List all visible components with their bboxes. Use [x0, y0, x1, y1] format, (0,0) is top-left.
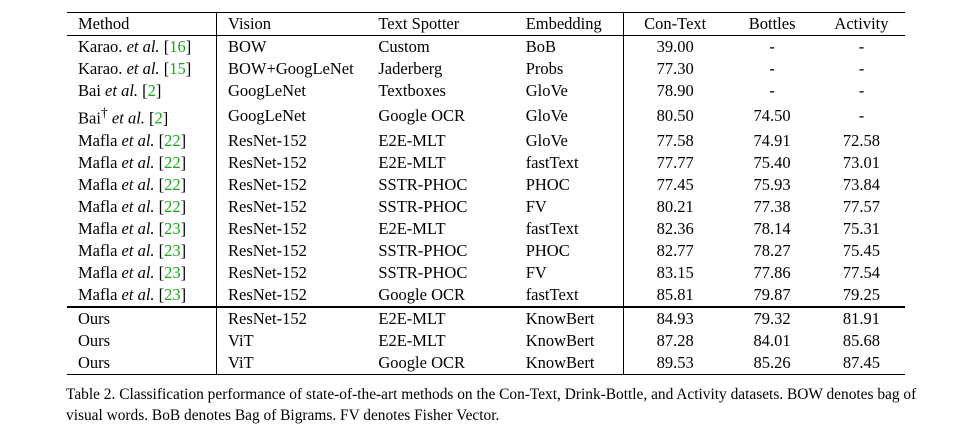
method-cell: Karao. et al. [16] [78, 37, 192, 56]
bottles-score: 75.40 [753, 152, 791, 172]
et-al: et al. [126, 37, 160, 56]
bottles-score: 77.38 [753, 196, 791, 216]
method-cell: Mafla et al. [23] [78, 240, 187, 260]
table-row [67, 284, 905, 307]
con-text-score: 78.90 [624, 80, 727, 102]
vision-cell: ResNet-152 [217, 307, 368, 330]
embedding-cell: fastText [525, 152, 579, 172]
citation-link: 23 [164, 218, 181, 238]
table-row [67, 80, 905, 102]
text-spotter-cell: SSTR-PHOC [378, 262, 468, 282]
activity-score: 79.25 [842, 284, 881, 304]
method-cell: Mafla et al. [23] [78, 284, 187, 304]
embedding-cell: FV [525, 262, 547, 282]
et-al: et al. [121, 262, 155, 282]
activity-score: 73.84 [842, 174, 881, 194]
vision-cell: ResNet-152 [217, 174, 368, 196]
table-row [67, 262, 905, 284]
table-caption: Table 2. Classification performance of state-of-the-art methods on the Con-Text, Drink-Bottle, and Activity datasets. BOW denotes bag of visual words. BoB denotes Bag of Bigrams. FV denotes Fisher Vector. [66, 386, 917, 424]
method-cell: Mafla et al. [23] [78, 262, 187, 282]
et-al: et al. [121, 174, 155, 194]
table-row [67, 36, 905, 59]
con-text-score: 82.77 [624, 240, 727, 262]
results-table [67, 12, 905, 375]
bottles-score: 74.50 [753, 105, 791, 125]
con-text-score: 87.28 [624, 330, 727, 352]
con-text-score: 89.53 [624, 352, 727, 375]
embedding-cell: KnowBert [525, 330, 595, 350]
text-spotter-cell: Google OCR [378, 352, 465, 372]
con-text-score: 84.93 [624, 307, 727, 330]
embedding-cell: KnowBert [525, 308, 595, 328]
et-al: et al. [126, 59, 160, 78]
activity-score: - [858, 59, 865, 78]
method-author: Karao. [78, 37, 123, 56]
embedding-cell: PHOC [525, 240, 570, 260]
method-author: Mafla [78, 262, 118, 282]
activity-score: 77.54 [842, 262, 881, 282]
method-cell: Bai† et al. [2] [78, 105, 169, 128]
vision-cell: GoogLeNet [217, 80, 368, 102]
citation-link: 23 [164, 240, 181, 260]
method-author: Mafla [78, 284, 118, 304]
et-al: et al. [121, 130, 155, 150]
activity-score: 77.57 [842, 196, 881, 216]
table-row [67, 196, 905, 218]
bottles-score: 85.26 [753, 352, 791, 372]
bottles-score: - [769, 59, 775, 78]
vision-cell: ViT [217, 330, 368, 352]
bottles-score: 78.27 [753, 240, 791, 260]
prior-methods-block [67, 36, 905, 307]
et-al: et al. [121, 240, 155, 260]
bottles-score: 84.01 [753, 330, 791, 350]
embedding-cell: KnowBert [525, 352, 595, 372]
citation-link: 16 [169, 37, 186, 56]
embedding-cell: BoB [525, 37, 556, 56]
text-spotter-cell: Google OCR [378, 284, 465, 304]
table-row [67, 102, 905, 130]
vision-cell: ResNet-152 [217, 262, 368, 284]
header-method: Method [78, 14, 130, 33]
con-text-score: 85.81 [624, 284, 727, 307]
text-spotter-cell: E2E-MLT [378, 330, 446, 350]
embedding-cell: PHOC [525, 174, 570, 194]
method-author: Bai [78, 81, 101, 100]
dagger-mark: † [100, 105, 108, 120]
vision-cell: BOW+GoogLeNet [217, 58, 368, 80]
activity-score: 73.01 [842, 152, 881, 172]
vision-cell: ResNet-152 [217, 218, 368, 240]
method-cell: Ours [78, 330, 111, 350]
con-text-score: 80.50 [624, 102, 727, 130]
text-spotter-cell: Custom [378, 37, 430, 56]
bottles-score: 78.14 [753, 218, 791, 238]
method-cell: Mafla et al. [22] [78, 174, 187, 194]
method-author: Mafla [78, 174, 118, 194]
activity-score: 87.45 [842, 352, 881, 372]
method-author: Mafla [78, 196, 118, 216]
bottles-score: 74.91 [753, 130, 791, 150]
method-author: Mafla [78, 218, 118, 238]
method-cell: Ours [78, 308, 111, 328]
et-al: et al. [105, 81, 139, 100]
citation-link: 2 [154, 108, 163, 128]
bottles-score: 75.93 [753, 174, 791, 194]
con-text-score: 77.58 [624, 130, 727, 152]
method-author: Mafla [78, 152, 118, 172]
vision-cell: ResNet-152 [217, 196, 368, 218]
activity-score: - [858, 105, 865, 125]
vision-cell: ViT [217, 352, 368, 375]
table-row [67, 352, 905, 375]
vision-cell: BOW [217, 36, 368, 59]
header-embedding: Embedding [525, 14, 602, 33]
table-row [67, 307, 905, 330]
bottles-score: - [769, 81, 775, 100]
table-row [67, 58, 905, 80]
header-activity: Activity [834, 14, 889, 33]
method-cell: Bai et al. [2] [78, 81, 162, 100]
activity-score: - [858, 81, 865, 100]
citation-link: 22 [164, 130, 181, 150]
embedding-cell: fastText [525, 218, 579, 238]
our-methods-block [67, 307, 905, 375]
vision-cell: ResNet-152 [217, 240, 368, 262]
activity-score: 72.58 [842, 130, 881, 150]
embedding-cell: FV [525, 196, 547, 216]
header-con-text: Con-Text [624, 13, 727, 36]
text-spotter-cell: E2E-MLT [378, 152, 446, 172]
bottles-score: - [769, 37, 775, 56]
method-author: Mafla [78, 130, 118, 150]
con-text-score: 77.77 [624, 152, 727, 174]
citation-link: 22 [164, 152, 181, 172]
bottles-score: 79.32 [753, 308, 791, 328]
text-spotter-cell: E2E-MLT [378, 130, 446, 150]
method-author: Karao. [78, 59, 123, 78]
table-row [67, 240, 905, 262]
vision-cell: ResNet-152 [217, 130, 368, 152]
citation-link: 23 [164, 262, 181, 282]
citation-link: 2 [147, 81, 156, 100]
text-spotter-cell: E2E-MLT [378, 308, 446, 328]
text-spotter-cell: SSTR-PHOC [378, 240, 468, 260]
method-author: Bai [78, 108, 101, 128]
method-cell: Mafla et al. [23] [78, 218, 187, 238]
header-vision: Vision [217, 13, 368, 36]
embedding-cell: GloVe [525, 81, 568, 100]
embedding-cell: fastText [525, 284, 579, 304]
table-row [67, 330, 905, 352]
et-al: et al. [121, 218, 155, 238]
citation-link: 23 [164, 284, 181, 304]
text-spotter-cell: Google OCR [378, 105, 465, 125]
vision-cell: ResNet-152 [217, 284, 368, 307]
table-row [67, 174, 905, 196]
table-row [67, 130, 905, 152]
embedding-cell: GloVe [525, 105, 568, 125]
table-row [67, 218, 905, 240]
bottles-score: 77.86 [753, 262, 791, 282]
method-cell: Karao. et al. [15] [78, 59, 192, 78]
header-row [67, 13, 905, 36]
et-al: et al. [111, 108, 145, 128]
header-text-spotter: Text Spotter [378, 14, 460, 33]
method-cell: Mafla et al. [22] [78, 152, 187, 172]
con-text-score: 82.36 [624, 218, 727, 240]
con-text-score: 83.15 [624, 262, 727, 284]
embedding-cell: Probs [525, 59, 564, 78]
vision-cell: ResNet-152 [217, 152, 368, 174]
table-row [67, 152, 905, 174]
method-cell: Ours [78, 352, 111, 372]
text-spotter-cell: SSTR-PHOC [378, 196, 468, 216]
citation-link: 15 [169, 59, 186, 78]
activity-score: 81.91 [842, 308, 881, 328]
activity-score: 75.31 [842, 218, 881, 238]
con-text-score: 39.00 [624, 36, 727, 59]
method-cell: Mafla et al. [22] [78, 196, 187, 216]
citation-link: 22 [164, 174, 181, 194]
text-spotter-cell: Jaderberg [378, 59, 443, 78]
header-bottles: Bottles [748, 14, 796, 33]
et-al: et al. [121, 196, 155, 216]
con-text-score: 80.21 [624, 196, 727, 218]
text-spotter-cell: Textboxes [378, 81, 446, 100]
activity-score: 75.45 [842, 240, 881, 260]
et-al: et al. [121, 284, 155, 304]
embedding-cell: GloVe [525, 130, 568, 150]
con-text-score: 77.30 [624, 58, 727, 80]
text-spotter-cell: E2E-MLT [378, 218, 446, 238]
et-al: et al. [121, 152, 155, 172]
citation-link: 22 [164, 196, 181, 216]
vision-cell: GoogLeNet [217, 102, 368, 130]
con-text-score: 77.45 [624, 174, 727, 196]
activity-score: 85.68 [842, 330, 881, 350]
text-spotter-cell: SSTR-PHOC [378, 174, 468, 194]
bottles-score: 79.87 [753, 284, 791, 304]
method-cell: Mafla et al. [22] [78, 130, 187, 150]
activity-score: - [858, 37, 865, 56]
method-author: Mafla [78, 240, 118, 260]
